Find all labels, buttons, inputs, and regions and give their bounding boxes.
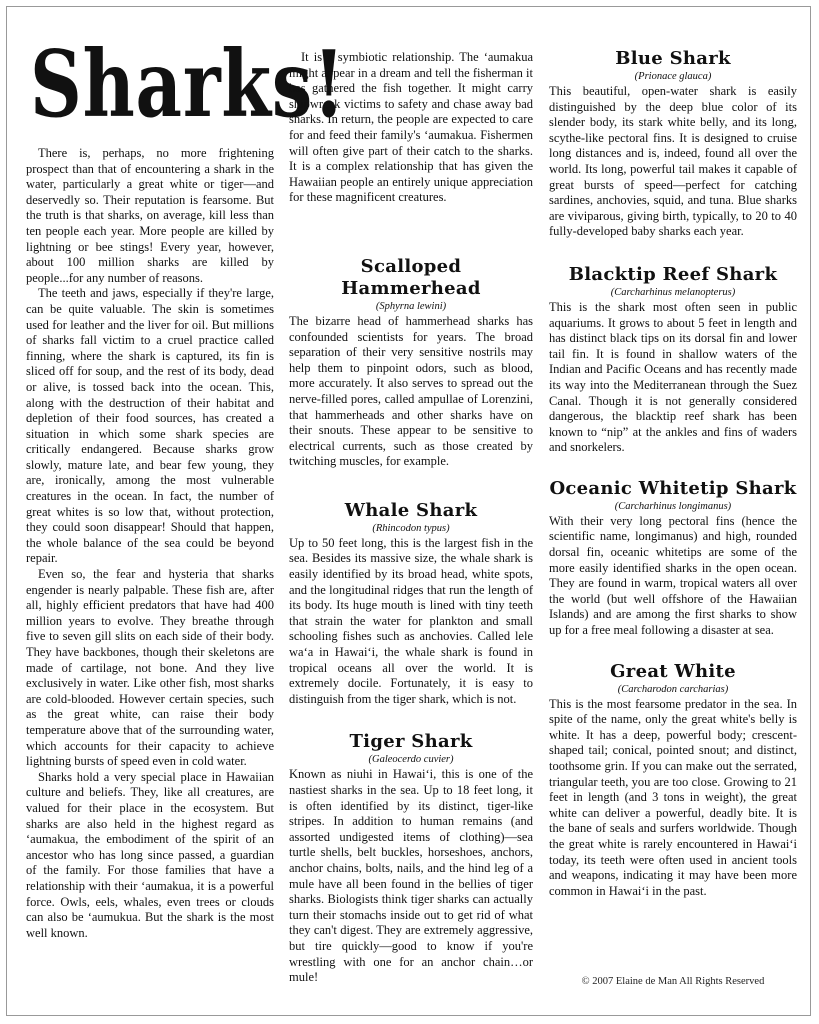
shark-heading: Scalloped Hammerhead: [341, 255, 481, 299]
shark-entry-hammerhead: [289, 256, 533, 470]
copyright-notice: © 2007 Elaine de Man All Rights Reserved: [581, 976, 765, 987]
page-title: Sharks!: [30, 30, 346, 138]
intro-column: [26, 146, 274, 941]
shark-heading: Great White: [610, 660, 736, 682]
shark-description: The bizarre head of hammerhead sharks has confounded scientists for years. The broad separation of their very sensitive nostrils may help them to pinpoint odors, such as blood, more accurately. It also serves to spread out the nerve-filled pores, called ampullae of Lorenzini, that hammerheads and other sharks have on their snouts. These appear to be sensitive to electrical currents, such as those created by twitching muscles, for example.: [289, 313, 533, 469]
shark-entry-whale: [289, 500, 533, 708]
shark-entry-oceanic-whitetip: [549, 478, 797, 639]
shark-heading: Blacktip Reef Shark: [568, 263, 778, 285]
scientific-name: (Carcharhinus longimanus): [614, 500, 732, 512]
shark-description: With their very long pectoral fins (hence the scientific name, longimanus) and high, rounded dorsal fin, oceanic whitetips are some of the more easily identified sharks in the open ocean. They are found in warm, tropical waters all over the world (but well offshore of the Hawaiian Islands) and are among the first sharks to show up for a free meal following a disaster at sea.: [549, 513, 797, 638]
scientific-name: (Galeocerdo cuvier): [368, 754, 454, 766]
shark-heading: Blue Shark: [615, 48, 731, 69]
shark-description: This beautiful, open-water shark is easily distinguished by the deep blue color of its slender body, its stark white belly, and its long, scythe-like pectoral fins. It is designed to cruise long distances and is, indeed, found all over the world. Its long, powerful tail makes it capable of great bursts of speed—perfect for catching sardines, anchovies, squid, and tuna. Blue sharks are viviparous, giving birth, typically, to 20 to 40 fully-developed baby sharks each year.: [549, 84, 797, 239]
intro-paragraph: There is, perhaps, no more frightening prospect than that of encountering a shark in the water, particularly a great white or tiger—and deservedly so. Their reputation is fearsome. But the truth is that sharks, on average, kill less than ten people each year. More people are killed by lightning or bee stings! Every year, however, about 100 million sharks are killed by people...for any number of reasons.: [26, 146, 274, 285]
right-column: [549, 48, 797, 899]
shark-heading: Whale Shark: [344, 499, 478, 521]
scientific-name: (Rhincodon typus): [372, 522, 450, 534]
shark-heading: Tiger Shark: [349, 731, 473, 753]
shark-entry-blue: [549, 48, 797, 240]
shark-description: Known as niuhi in Hawaiʻi, this is one of the nastiest sharks in the sea. Up to 18 feet long, it is often identified by its distinct, tiger-like stripes. In addition to human remains (and assorted undigested items of clothing)—sea turtle shells, belt buckles, horseshoes, anchors, anchor chains, bolts, nails, and the hind leg of a mule have all been found in the bellies of tiger sharks. Biologists think tiger sharks can actually turn their stomachs inside out to get rid of what they can't digest. They are extremely aggressive, but tire quickly—good to know if you're wrestling with one for an anchor chain…or mule!: [289, 767, 533, 985]
shark-description: Up to 50 feet long, this is the largest fish in the sea. Besides its massive size, the whale shark is easily identified by its broad head, white spots, and the longitudinal ridges that run the length of its body. Its huge mouth is lined with tiny teeth that strain the water for plankton and small schooling fishes such as anchovies. Called lele waʻa in Hawaiʻi, the whale shark is found in tropical oceans all over the world. It is extremely docile. Fortunately, it is easy to distinguish from the tiger shark, which is not.: [289, 535, 533, 706]
scientific-name: (Prionace glauca): [634, 71, 712, 82]
shark-entry-great-white: [549, 661, 797, 900]
intro-paragraph: It is a symbiotic relationship. The ʻaumakua might appear in a dream and tell the fisherman it has gathered the fish together. It might carry shipwreck victims to safety and chase away bad sharks. In return, the people are expected to care for and feed their family's ʻaumakua. Fishermen will often give part of their catch to the sharks. It is a complex relationship that has given the Hawaiian people an entirely unique appreciation for these magnificent creatures.: [289, 50, 533, 205]
scientific-name: (Carcharodon carcharias): [617, 683, 729, 695]
shark-description: This is the most fearsome predator in the sea. In spite of the name, only the great white's belly is white. It has a deep, powerful body; crescent-shaped tail; conical, pointed snout; and distinct, toothsome grin. If you can make out the serrated, triangular teeth, you are too close. Growing to 21 feet in length (and 3 tons in weight), the great white can deliver a powerful, deadly bite. It is the bane of seals and surfers worldwide. Though the great white is rarely encountered in Hawaiʻi today, its teeth were often used in ancient tools and weapons, indicating it may have been more common in Hawaiʻi in the past.: [549, 696, 797, 898]
scientific-name: (Sphyrna lewini): [375, 300, 447, 312]
scientific-name: (Carcharhinus melanopterus): [610, 286, 736, 298]
shark-entry-tiger: [289, 731, 533, 985]
shark-description: This is the shark most often seen in public aquariums. It grows to about 5 feet in length and has distinct black tips on its dorsal fin and lower tail fin. It is found in shallow waters of the Indian and Pacific Oceans and has recently made its way into the Mediterranean through the Suez Canal. Though it is not generally considered dangerous, the blacktip reef shark has been known to “nip” at the ankles and fins of waders and snorkelers.: [549, 299, 797, 455]
shark-heading: Oceanic Whitetip Shark: [549, 477, 797, 499]
intro-paragraph: The teeth and jaws, especially if they're large, can be quite valuable. The skin is sometimes used for leather and the liver for oil. But millions of sharks fall victim to a cruel practice called finning, where the shark is captured, its fin is sliced off for soup, and the rest of its body, dead or alive, is tossed back into the ocean. This, along with the destruction of their habitat and depletion of their food sources, has created a situation in which some shark species are critically endangered. Because sharks grow slowly, mature late, and bear few young, they are, ironically, among the most vulnerable creatures in the ocean. In fact, the number of great whites is so low that, without protection, they could soon disappear! Should that happen, the whole balance of the sea could be beyond repair.: [26, 286, 274, 566]
intro-paragraph: Sharks hold a very special place in Hawaiian culture and beliefs. They, like all creatures, are valued for their place in the ecosystem. But sharks are also held in the highest regard as ʻaumakua, the embodiment of the spirit of an ancestor who has long since passed, a guardian of the family. For those families that have a relationship with their ʻaumakua, it is a powerful force. Owls, eels, whales, even trees or clouds can also be ʻaumukua. But the shark is the most well known.: [26, 769, 274, 940]
middle-column: [289, 50, 533, 986]
shark-entry-blacktip: [549, 264, 797, 456]
intro-paragraph: Even so, the fear and hysteria that sharks engender is nearly palpable. These fish are, after all, highly efficient predators that have had 400 million years to evolve. They breathe through five to seven gill slits on each side of their body. They have backbones, though their skeletons are made of cartilage, not bone. And they live exclusively in water. Like other fish, most sharks are cold-blooded. However certain species, such as the great white, can raise their body temperature above that of the surrounding water, which accounts for their capacity to achieve lightning bursts of speed even in cold water.: [26, 567, 274, 769]
